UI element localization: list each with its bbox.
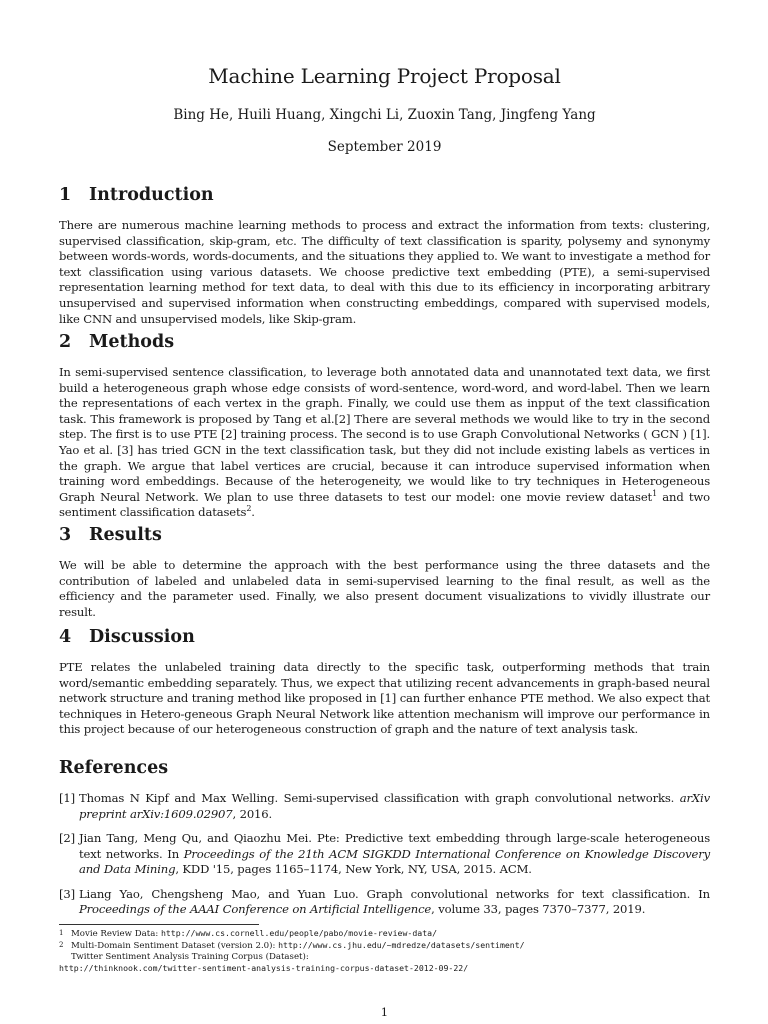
reference-authors: Jian Tang, Meng Qu, and Qiaozhu Mei. Pte: Predictive text embedding through large-scale heterogeneous text networks. In <box>79 831 710 861</box>
reference-venue: Proceedings of the AAAI Conference on Artificial Intelligence <box>79 902 432 916</box>
section-title: Introduction <box>89 185 214 205</box>
reference-item <box>59 791 710 822</box>
reference-label: [2] <box>59 831 75 845</box>
footnote-url-link[interactable]: http://thinknook.com/twitter-sentiment-analysis-training-corpus-dataset-2012-09-22/ <box>59 963 469 973</box>
section-body <box>59 365 710 521</box>
reference-authors: Liang Yao, Chengsheng Mao, and Yuan Luo. Graph convolutional networks for text classification. In <box>79 886 710 901</box>
section-title: Discussion <box>89 627 195 647</box>
reference-details: , 2016. <box>232 806 273 821</box>
section-heading <box>59 332 710 356</box>
section-number: 1 <box>59 185 72 205</box>
section-heading <box>59 525 710 549</box>
section-body-text: In semi-supervised sentence classification, to leverage both annotated data and unannotated text data, we first build a heterogeneous graph whose edge consists of word-sentence, word-word, and word-label. Then we learn the representations of each vertex in the graph. Finally, we could use them as inpput of the text classification task. This framework is proposed by Tang et al.[2] There are several methods we would like to try in the second step. The first is to use PTE [2] training process. The second is to use Graph Convolutional Networks ( GCN ) [1]. Yao et al. [3] has tried GCN in the text classification task, but they did not include existing labels as vertices in the graph. We argue that label vertices are crucial, because it can introduce supervised information when training word embeddings. Because of the heterogeneity, we would like to try techniques in Heterogeneous Graph Neural Network. We plan to use three datasets to test our model: one movie review dataset <box>59 365 710 504</box>
section-body: We will be able to determine the approach with the best performance using the three datasets and the contribution of labeled and unlabeled data in semi-supervised learning to the final result, as well as the efficiency and the parameter used. Finally, we also present document visualizations to vividly illustrate our result. <box>59 558 710 619</box>
page-number: 1 <box>380 1005 389 1019</box>
footnote-label: Twitter Sentiment Analysis Training Corpus (Dataset): <box>71 952 309 962</box>
references-heading: References <box>59 758 169 778</box>
footnote-2 <box>59 940 710 952</box>
section-title: Methods <box>89 332 175 352</box>
footnote-ref-2: 2 <box>246 504 252 514</box>
footnote-mark: 1 <box>59 929 64 937</box>
section-introduction <box>59 185 710 327</box>
references-section <box>59 758 710 918</box>
reference-details: , volume 33, pages 7370–7377, 2019. <box>431 902 646 916</box>
section-heading <box>59 627 710 651</box>
reference-text <box>79 887 710 918</box>
section-title: Results <box>89 525 162 545</box>
reference-text <box>79 831 710 878</box>
paper-date: September 2019 <box>327 139 442 155</box>
section-body: PTE relates the unlabeled training data directly to the specific task, outperforming methods that train word/semantic embedding separately. Thus, we expect that utilizing recent advancements in graph-based neural network structure and traning method like proposed in [1] can further enhance PTE method. We also expect that techniques in Hetero-geneous Graph Neural Network like attention mechanism will improve our performance in this project because of our heterogeneous construction of graph and the nature of text analysis task. <box>59 660 710 737</box>
section-methods <box>59 332 710 521</box>
section-number: 2 <box>59 332 72 352</box>
reference-text <box>79 791 710 822</box>
footnote-url-link[interactable]: http://www.cs.jhu.edu/~mdredze/datasets/sentiment/ <box>278 940 525 950</box>
footnote-rule <box>59 924 259 925</box>
footnote-2-continued <box>59 952 710 963</box>
footnote-label: Multi-Domain Sentiment Dataset (version 2.0): <box>71 941 279 951</box>
footnotes <box>59 928 710 974</box>
section-body-text-mid: and two sentiment classification datasets <box>59 489 710 520</box>
reference-item <box>59 831 710 878</box>
section-number: 4 <box>59 627 72 647</box>
paper-authors: Bing He, Huili Huang, Xingchi Li, Zuoxin Tang, Jingfeng Yang <box>173 107 596 123</box>
reference-venue: Proceedings of the 21th ACM SIGKDD International Conference on Knowledge Discovery and Data Mining <box>79 846 710 876</box>
section-discussion <box>59 627 710 738</box>
footnote-label: Movie Review Data: <box>71 929 161 939</box>
reference-label: [1] <box>59 791 75 805</box>
section-results <box>59 525 710 620</box>
footnote-ref-1: 1 <box>652 488 658 498</box>
section-body-text-end: . <box>251 505 255 520</box>
paper-title: Machine Learning Project Proposal <box>208 64 561 88</box>
footnote-mark: 2 <box>59 941 64 949</box>
reference-item <box>59 887 710 918</box>
reference-venue: arXiv preprint arXiv:1609.02907 <box>79 791 710 821</box>
section-body: There are numerous machine learning methods to process and extract the information from texts: clustering, supervised classification, skip-gram, etc. The difficulty of text classification is sparity, polysemy and synonymy between words-words, words-documents, and the situations they applied to. We want to investigate a method for text classification using various datasets. We choose predictive text embedding (PTE), a semi-supervised representation learning method for text data, to deal with this due to its efficiency in incorporating arbitrary unsupervised and supervised information when constructing embeddings, compared with supervised models, like CNN and unsupervised models, like Skip-gram. <box>59 218 710 326</box>
reference-details: , KDD '15, pages 1165–1174, New York, NY, USA, 2015. ACM. <box>175 862 532 876</box>
section-heading <box>59 185 710 209</box>
footnote-2-url2 <box>59 963 710 974</box>
reference-authors: Thomas N Kipf and Max Welling. Semi-supervised classification with graph convolutional networks. <box>79 791 680 805</box>
footnote-url-link[interactable]: http://www.cs.cornell.edu/people/pabo/movie-review-data/ <box>160 928 437 938</box>
reference-label: [3] <box>59 886 75 901</box>
footnote-1 <box>59 928 710 940</box>
section-number: 3 <box>59 525 72 545</box>
